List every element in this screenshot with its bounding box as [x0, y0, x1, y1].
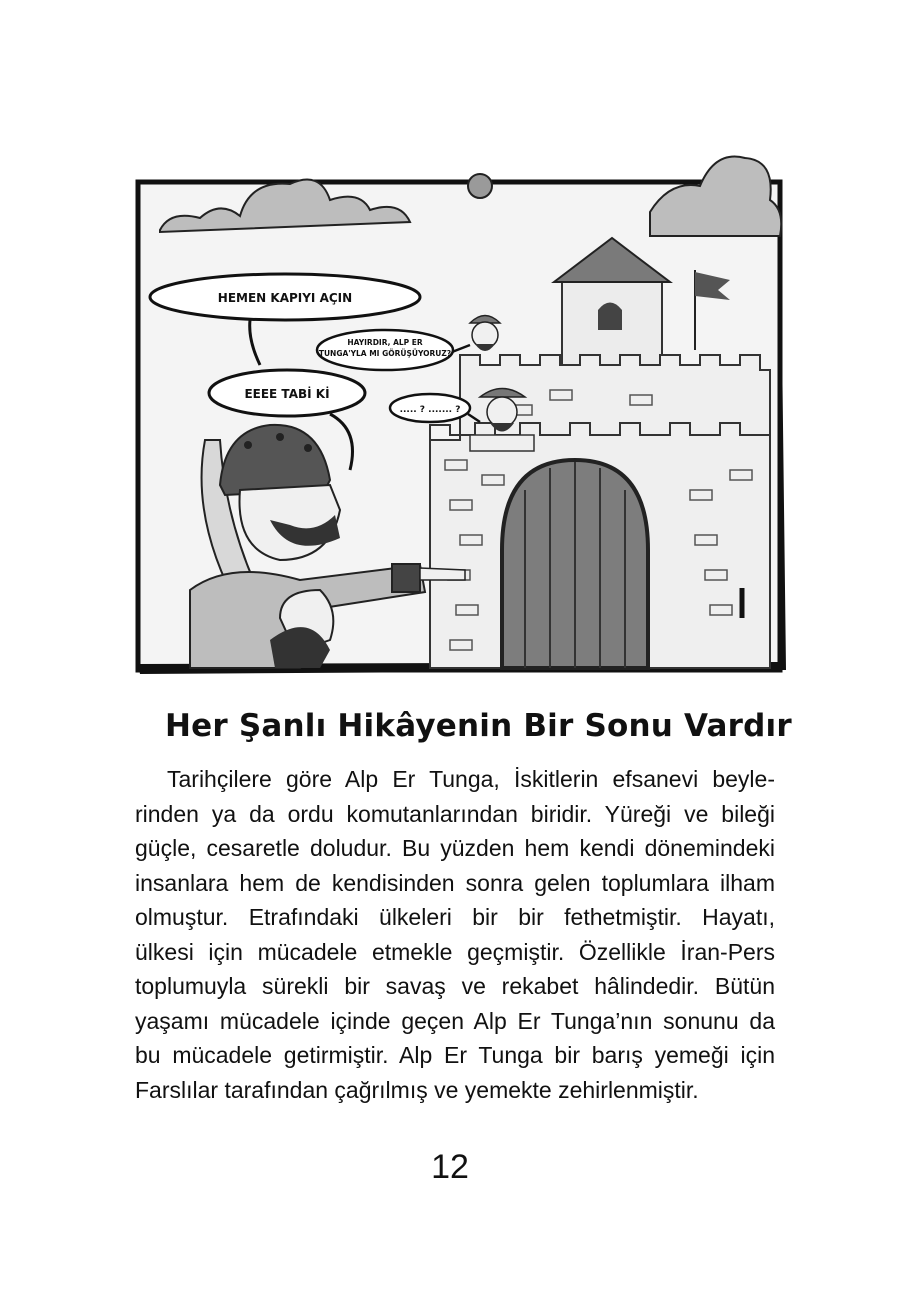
section-heading: Her Şanlı Hikâyenin Bir Sonu Vardır	[165, 708, 792, 744]
paragraph-line: toplumuyla sürekli bir savaş ve rekabet hâlindedir. Bütün	[135, 973, 775, 999]
paragraph-line: olmuştur. Etrafındaki ülkeleri bir bir fethetmiştir. Hayatı,	[135, 904, 775, 930]
comic-illustration	[130, 140, 790, 680]
cloud-right	[650, 157, 781, 236]
paragraph-line: rinden ya da ordu komutanlarından biridir. Yüreği ve bileği	[135, 800, 775, 827]
paragraph-line: ülkesi için mücadele etmekle geçmiştir. Özellikle İran-Pers	[135, 938, 775, 965]
tower-window	[598, 303, 622, 331]
sun-icon	[468, 174, 492, 198]
paragraph-line: Farslılar tarafından çağrılmış ve yemekte zehirlenmiştir.	[135, 1076, 699, 1103]
svg-text:EEEE TABİ Kİ: EEEE TABİ Kİ	[244, 387, 330, 401]
paragraph-line: insanlara hem de kendisinden sonra gelen toplumlara ilham	[135, 869, 775, 896]
svg-text:HAYIRDIR, ALP ER: HAYIRDIR, ALP ER	[347, 338, 423, 347]
paragraph-line: Tarihçilere göre Alp Er Tunga, İskitlerin efsanevi beyle-	[167, 766, 775, 792]
paragraph-line: bu mücadele getirmiştir. Alp Er Tunga bir barış yemeği için	[135, 1042, 775, 1068]
paragraph-line: yaşamı mücadele içinde geçen Alp Er Tunga’nın sonunu da	[135, 1007, 775, 1034]
svg-text:HEMEN KAPIYI AÇIN: HEMEN KAPIYI AÇIN	[217, 291, 353, 305]
body-paragraph	[135, 762, 775, 1107]
svg-text:..... ? ....... ?: ..... ? ....... ?	[399, 405, 461, 415]
svg-text:TUNGA'YLA MI GÖRÜŞÜYORUZ?: TUNGA'YLA MI GÖRÜŞÜYORUZ?	[318, 349, 452, 358]
paragraph-line: güçle, cesaretle doludur. Bu yüzden hem kendi dönemindeki	[135, 835, 775, 861]
page-number: 12	[431, 1148, 469, 1186]
